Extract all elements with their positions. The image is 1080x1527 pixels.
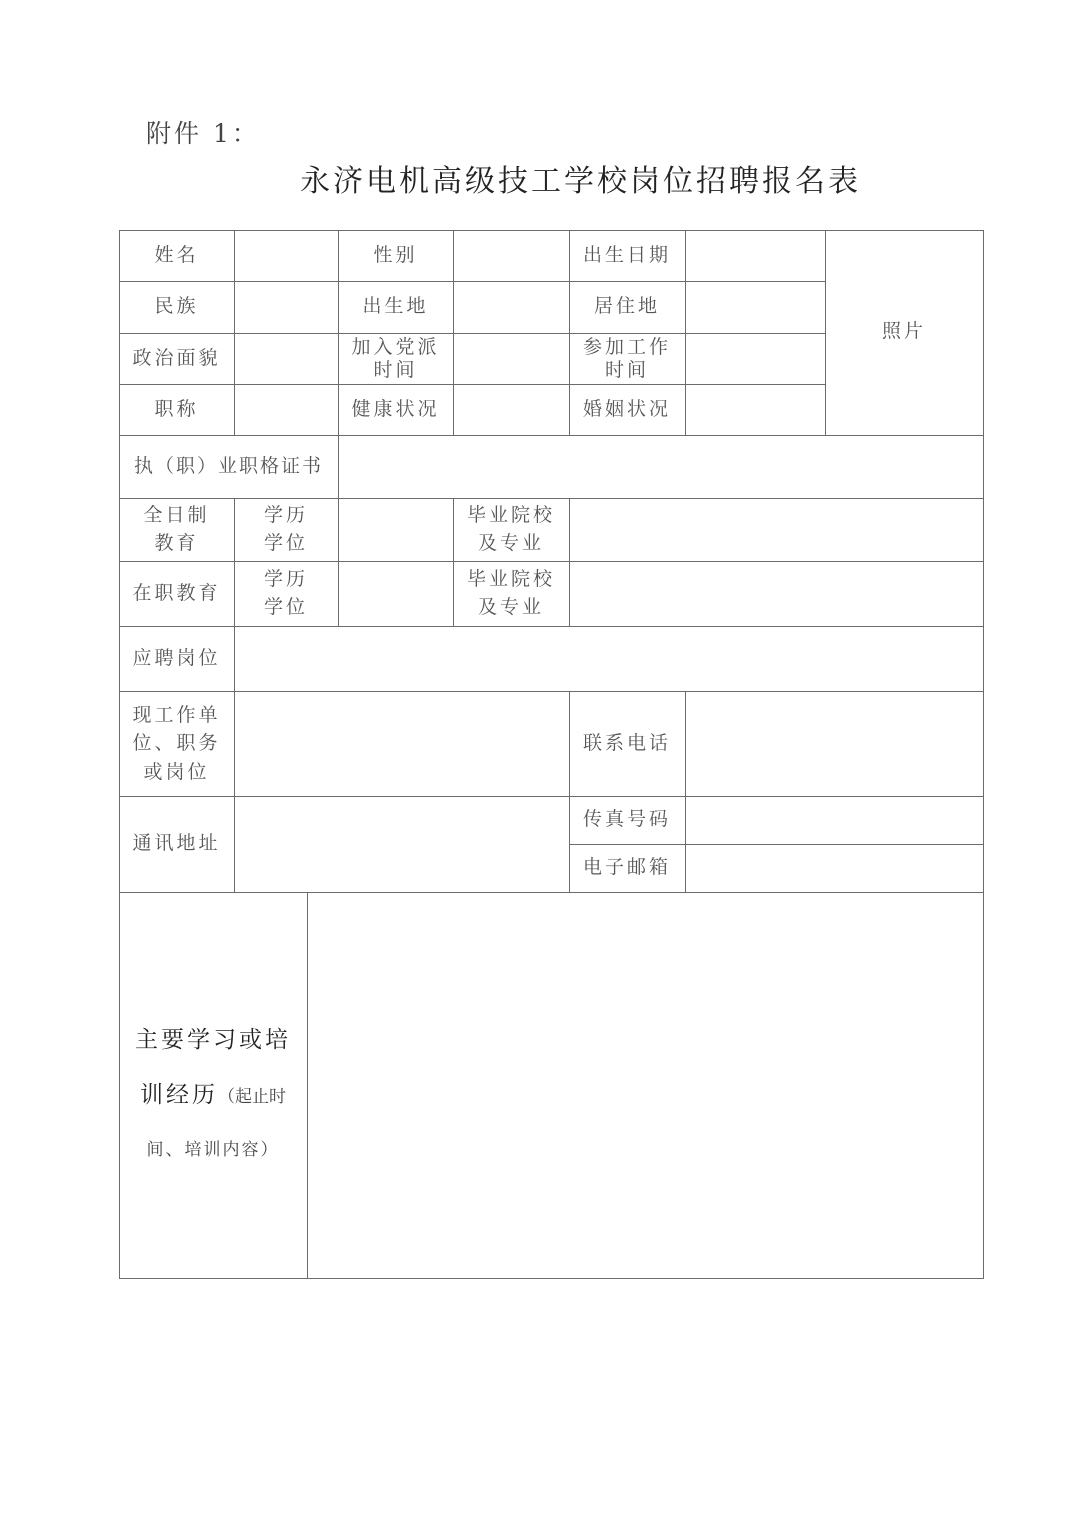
label-line: 加入党派 <box>351 335 440 358</box>
label-line: 现工作单 <box>132 703 221 726</box>
label-line: 参加工作 <box>582 335 671 358</box>
label-line: 及专业 <box>477 531 544 554</box>
gender-label: 性别 <box>373 243 418 266</box>
professional-title-label: 职称 <box>154 397 199 420</box>
political-status-label: 政治面貌 <box>132 346 221 369</box>
table-border-bottom <box>119 1278 984 1279</box>
name-field[interactable] <box>234 230 338 281</box>
label-line: 或岗位 <box>143 760 210 783</box>
label-line: 毕业院校 <box>466 503 555 526</box>
inservice-degree-field[interactable] <box>338 561 453 626</box>
ethnicity-label: 民族 <box>154 295 199 318</box>
label-line: 全日制 <box>143 503 210 526</box>
label-line: 学历 <box>263 503 308 526</box>
label-line <box>119 1075 307 1130</box>
label-line: 时间 <box>373 358 418 381</box>
label-line: 主要学习或培 <box>135 1027 291 1053</box>
label-line: 教育 <box>154 531 199 554</box>
party-join-date-label <box>338 333 453 384</box>
email-label: 电子邮箱 <box>582 856 671 879</box>
phone-field[interactable] <box>685 691 983 796</box>
work-start-date-field[interactable] <box>685 333 825 384</box>
applied-position-field[interactable] <box>234 626 983 691</box>
fax-label: 传真号码 <box>582 808 671 831</box>
fulltime-school-label <box>453 498 569 561</box>
health-field[interactable] <box>453 384 569 435</box>
label-line: 学位 <box>263 531 308 554</box>
fulltime-school-field[interactable] <box>569 498 983 561</box>
residence-label: 居住地 <box>593 295 660 318</box>
table-border-right <box>983 230 984 1279</box>
experience-field[interactable] <box>307 892 983 1278</box>
inservice-degree-label <box>234 561 338 626</box>
current-work-field[interactable] <box>234 691 569 796</box>
inservice-school-field[interactable] <box>569 561 983 626</box>
certificate-label: 执（职）业职格证书 <box>133 454 323 477</box>
work-start-date-label <box>569 333 685 384</box>
photo-area[interactable] <box>825 230 983 435</box>
residence-field[interactable] <box>685 281 825 333</box>
address-field[interactable] <box>234 796 569 892</box>
birthplace-label: 出生地 <box>362 295 429 318</box>
party-join-date-field[interactable] <box>453 333 569 384</box>
ethnicity-field[interactable] <box>234 281 338 333</box>
birthplace-field[interactable] <box>453 281 569 333</box>
political-status-field[interactable] <box>234 333 338 384</box>
fulltime-education-label <box>119 498 234 561</box>
current-work-label <box>119 691 234 796</box>
health-label: 健康状况 <box>351 397 440 420</box>
name-label: 姓名 <box>154 243 199 266</box>
experience-label <box>119 1020 307 1170</box>
birthdate-label: 出生日期 <box>582 243 671 266</box>
label-line: 及专业 <box>477 595 544 618</box>
label-line: 位、职务 <box>132 732 221 755</box>
fax-field[interactable] <box>685 796 983 844</box>
marital-status-label: 婚姻状况 <box>582 397 671 420</box>
professional-title-field[interactable] <box>234 384 338 435</box>
certificate-field[interactable] <box>338 435 983 498</box>
fulltime-degree-field[interactable] <box>338 498 453 561</box>
attachment-label: 附件 1： <box>146 119 260 148</box>
birthdate-field[interactable] <box>685 230 825 281</box>
address-label: 通讯地址 <box>132 832 221 855</box>
label-line: 间、培训内容） <box>146 1140 280 1160</box>
fulltime-degree-label <box>234 498 338 561</box>
label-line: 时间 <box>604 358 649 381</box>
label-line: 学位 <box>263 595 308 618</box>
label-note: （起止时 <box>218 1087 286 1107</box>
applied-position-label: 应聘岗位 <box>132 646 221 669</box>
form-title: 永济电机高级技工学校岗位招聘报名表 <box>300 164 861 199</box>
gender-field[interactable] <box>453 230 569 281</box>
inservice-school-label <box>453 561 569 626</box>
label-line: 学历 <box>263 567 308 590</box>
email-field[interactable] <box>685 844 983 892</box>
marital-status-field[interactable] <box>685 384 825 435</box>
photo-label: 照片 <box>881 319 926 342</box>
label-text: 训经历 <box>140 1082 218 1108</box>
inservice-education-label: 在职教育 <box>132 581 221 604</box>
phone-label: 联系电话 <box>582 731 671 754</box>
label-line: 毕业院校 <box>466 567 555 590</box>
